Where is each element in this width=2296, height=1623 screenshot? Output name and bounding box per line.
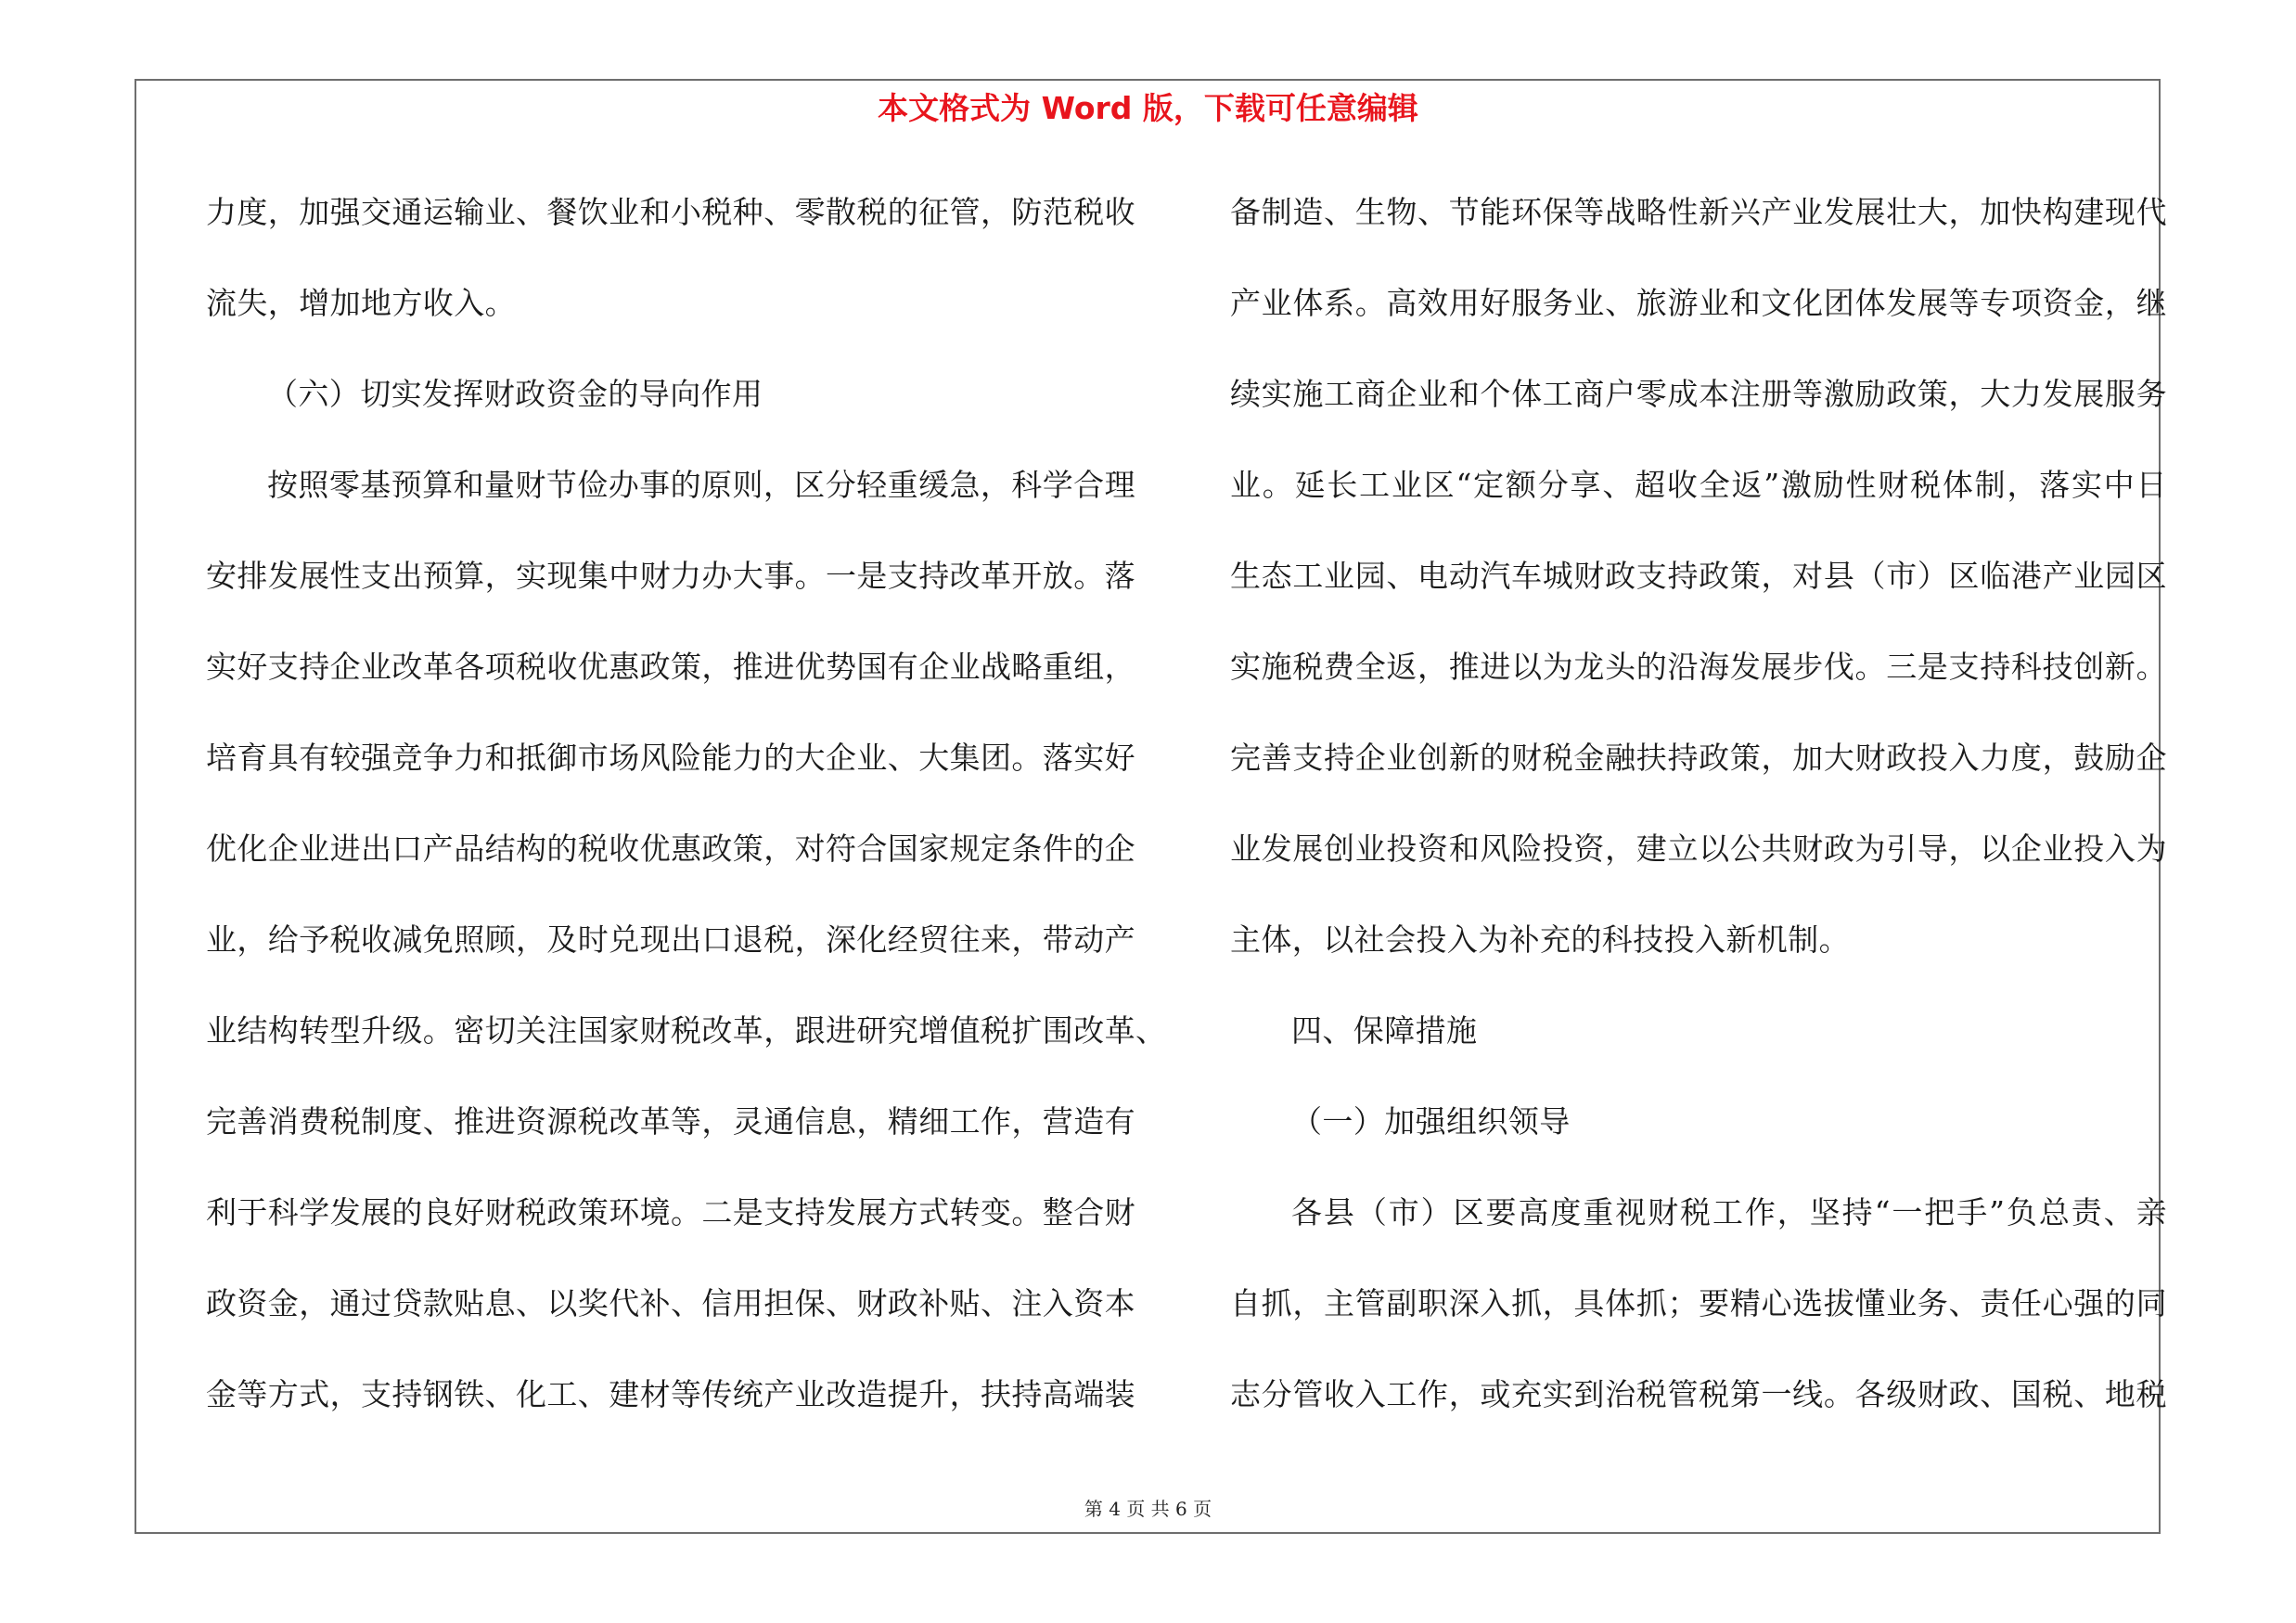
- text-line: 志分管收入工作，或充实到治税管税第一线。各级财政、国税、地税: [1230, 1376, 2167, 1412]
- text-line: 完善消费税制度、推进资源税改革等，灵通信息，精细工作，营造有: [206, 1103, 1135, 1140]
- text-line: 金等方式，支持钢铁、化工、建材等传统产业改造提升，扶持高端装: [206, 1376, 1135, 1412]
- text-line: 政资金，通过贷款贴息、以奖代补、信用担保、财政补贴、注入资本: [206, 1285, 1135, 1321]
- text-line: 力度，加强交通运输业、餐饮业和小税种、零散税的征管，防范税收: [206, 194, 1135, 230]
- text-line: 流失，增加地方收入。: [206, 285, 516, 321]
- text-line: 实施税费全返，推进以为龙头的沿海发展步伐。三是支持科技创新。: [1230, 649, 2167, 685]
- text-line: 完善支持企业创新的财税金融扶持政策，加大财政投入力度，鼓励企: [1230, 740, 2167, 776]
- text-line: 业，给予税收减免照顾，及时兑现出口退税，深化经贸往来，带动产: [206, 921, 1135, 958]
- text-line: 产业体系。高效用好服务业、旅游业和文化团体发展等专项资金，继: [1230, 285, 2167, 321]
- left-column: [206, 184, 1167, 1457]
- text-line: 备制造、生物、节能环保等战略性新兴产业发展壮大，加快构建现代: [1230, 194, 2167, 230]
- section-heading: （六）切实发挥财政资金的导向作用: [267, 376, 763, 412]
- text-line: 培育具有较强竞争力和抵御市场风险能力的大企业、大集团。落实好: [206, 740, 1135, 776]
- text-line: 优化企业进出口产品结构的税收优惠政策，对符合国家规定条件的企: [206, 831, 1135, 867]
- text-line: 续实施工商企业和个体工商户零成本注册等激励政策，大力发展服务: [1230, 376, 2167, 412]
- text-line: 业发展创业投资和风险投资，建立以公共财政为引导，以企业投入为: [1230, 831, 2167, 867]
- format-banner: 本文格式为 Word 版，下载可任意编辑: [878, 90, 1418, 126]
- right-column: [1230, 184, 2167, 1457]
- text-line: 按照零基预算和量财节俭办事的原则，区分轻重缓急，科学合理: [267, 467, 1135, 503]
- page-number: 第 4 页 共 6 页: [1084, 1498, 1212, 1520]
- text-line: 实好支持企业改革各项税收优惠政策，推进优势国有企业战略重组，: [206, 649, 1135, 685]
- text-line: 安排发展性支出预算，实现集中财力办大事。一是支持改革开放。落: [206, 558, 1135, 594]
- text-line: 业结构转型升级。密切关注国家财税改革，跟进研究增值税扩围改革、: [206, 1012, 1167, 1049]
- text-line: 自抓，主管副职深入抓，具体抓；要精心选拔懂业务、责任心强的同: [1230, 1285, 2167, 1321]
- text-line: 各县（市）区要高度重视财税工作，坚持“一把手”负总责、亲: [1291, 1194, 2167, 1230]
- text-line: 生态工业园、电动汽车城财政支持政策，对县（市）区临港产业园区: [1230, 558, 2167, 594]
- text-line: 利于科学发展的良好财税政策环境。二是支持发展方式转变。整合财: [206, 1194, 1135, 1230]
- subsection-heading: （一）加强组织领导: [1291, 1103, 1571, 1140]
- section-heading: 四、保障措施: [1291, 1012, 1478, 1049]
- text-line: 主体，以社会投入为补充的科技投入新机制。: [1230, 921, 1850, 958]
- text-line: 业。延长工业区“定额分享、超收全返”激励性财税体制，落实中日: [1230, 467, 2167, 503]
